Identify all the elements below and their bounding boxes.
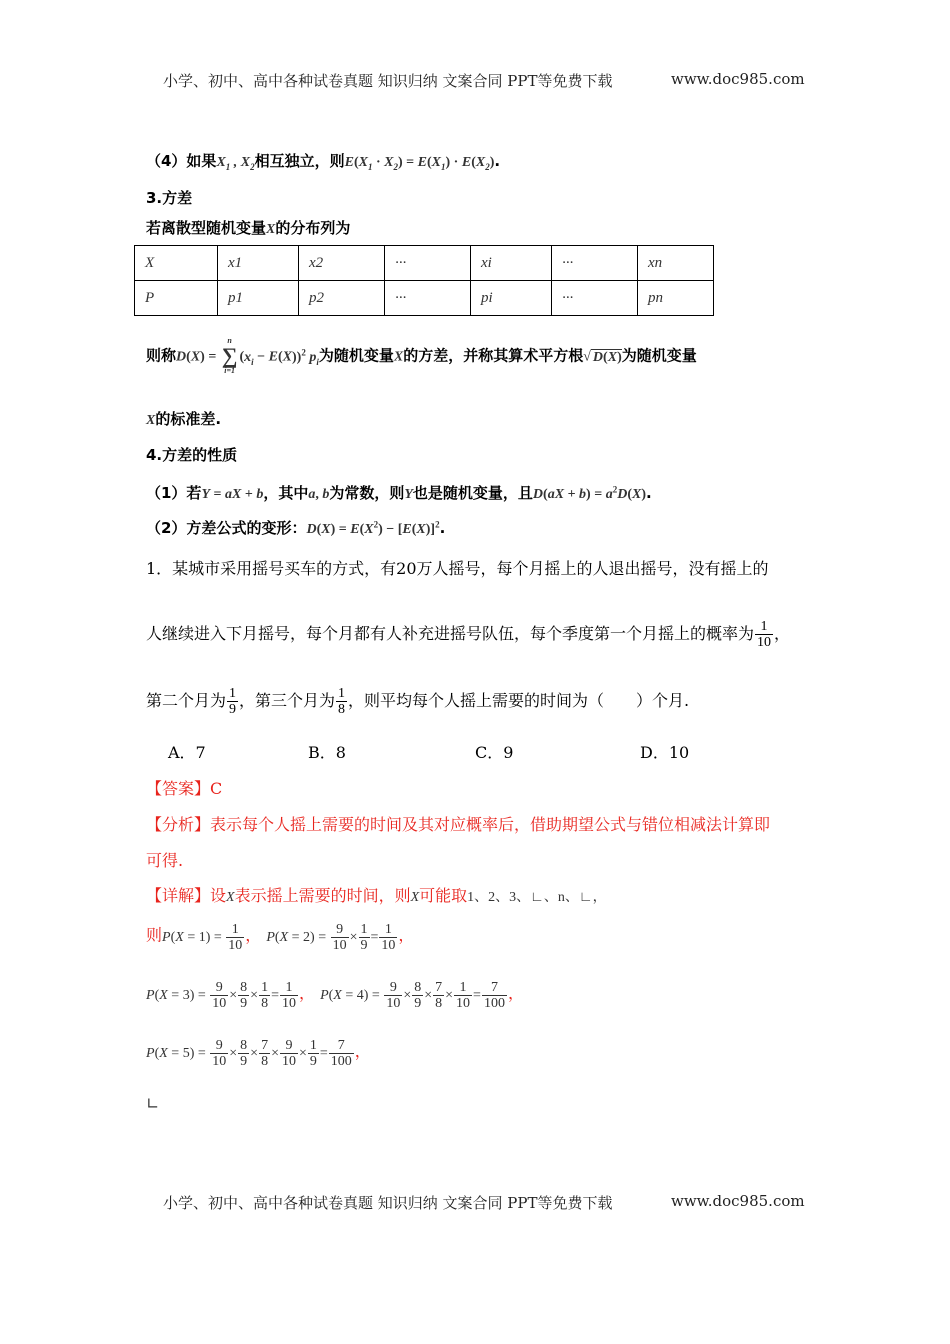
table-row [135, 246, 714, 281]
table-cell: pn [638, 281, 714, 316]
table-cell: ··· [552, 281, 638, 316]
detail-a: 【详解】设 [146, 886, 227, 905]
detail-line-3: P(X = 3) = $\frac{9}{10}$ × $\frac{8}{9}$ × $\frac{1}{8}$ = $\frac{1}{10}$ ， P(X = 4) = $\frac{9}{10}$ × $\frac{8}{9}$ × $\frac{7}{8}$ × $\frac{1}{10}$ = $\frac{7}{100}$ ， [146, 980, 524, 1011]
detail-c: 可能取 [419, 886, 468, 905]
prob-x-eq-1: P(X = 1) = $\frac{1}{10}$ [162, 922, 243, 953]
footer-text: 小学、初中、高中各种试卷真题 知识归纳 文案合同 PPT等免费下载 [163, 1194, 613, 1212]
table-cell: xn [638, 246, 714, 281]
variance-mid2: 的方差，并称其算术平方根 [403, 346, 584, 365]
prop4-prefix: （4）如果 [146, 152, 217, 170]
prop1-b: ，其中 [263, 484, 309, 502]
analysis-line-1: 【分析】表示每个人摇上需要的时间及其对应概率后，借助期望公式与错位相减法计算即 [146, 815, 771, 834]
prop4-end: . [494, 152, 501, 170]
detail-line-4: P(X = 5) = $\frac{9}{10}$ × $\frac{8}{9}$ × $\frac{7}{8}$ × $\frac{9}{10}$ × $\frac{1}{9}$ = $\frac{7}{100}$ ， [146, 1038, 371, 1069]
table-cell: pi [471, 281, 552, 316]
question-line-1: 1．某城市采用摇号买车的方式，有20万人摇号，每个月摇上的人退出摇号，没有摇上的 [146, 559, 769, 578]
prob-x-eq-4: P(X = 4) = $\frac{9}{10}$ × $\frac{8}{9}$ × $\frac{7}{8}$ × $\frac{1}{10}$ = $\frac{7}{100}$ [320, 980, 505, 1011]
table-cell: p2 [299, 281, 385, 316]
variance-line2: X的标准差. [146, 410, 222, 428]
distribution-table [134, 245, 714, 316]
intro-pre: 若离散型随机变量 [146, 219, 267, 237]
var-x: X [266, 222, 276, 237]
variance-definition: 则称D(X) = n ∑ i=1 $(x_i - E(X))^2$ $p_i$为随机变量X的方差，并称其算术平方根√ D(X)为随机变量 [146, 336, 697, 375]
answer-label: 【答案】C [146, 779, 223, 798]
fraction-1-8: $\frac{1}{8}$ [338, 686, 346, 717]
prop1-d: 也是随机变量，且 [412, 484, 533, 502]
footer-url[interactable]: www.doc985.com [671, 1192, 805, 1210]
property-1: （1）若Y = aX + b，其中a, b为常数，则Y也是随机变量，且$D(aX + b) = a^2D(X)$. [146, 484, 652, 502]
variance-pre: 则称 [146, 346, 177, 365]
table-cell: x1 [218, 246, 299, 281]
question-line-3 [146, 686, 689, 717]
fraction-1-10: $\frac{1}{10}$ [757, 619, 772, 650]
formula-expectation-product: E [344, 155, 354, 170]
q-line3-b: ，第三个月为 [239, 691, 336, 710]
variance-post: 为随机变量 [621, 346, 697, 365]
q-line3-a: 第二个月为 [146, 691, 227, 710]
option-a[interactable]: A．7 [168, 743, 206, 762]
prob-x-eq-5: P(X = 5) = $\frac{9}{10}$ × $\frac{8}{9}$ × $\frac{7}{8}$ × $\frac{9}{10}$ × $\frac{1}{9}$ = $\frac{7}{100}$ [146, 1038, 352, 1069]
table-row [135, 281, 714, 316]
detail-b: 表示摇上需要的时间，则 [234, 886, 411, 905]
option-c[interactable]: C．9 [475, 743, 514, 762]
prop1-e: . [646, 484, 652, 502]
detail-line-2: 则P(X = 1) = $\frac{1}{10}$ ， P(X = 2) = $\frac{9}{10}$ × $\frac{1}{9}$ = $\frac{1}{10}$ ， [146, 922, 415, 953]
formula-linear: Y [201, 487, 210, 502]
question-line-2: 人继续进入下月摇号，每个月都有人补充进摇号队伍，每个季度第一个月摇上的概率为 $\frac{1}{10}$ ， [146, 619, 791, 650]
detail-then: 则 [146, 925, 163, 945]
option-b[interactable]: B．8 [308, 743, 346, 762]
variance-formula: D [176, 349, 187, 365]
detail-ellipsis: ∟ [146, 1094, 160, 1113]
prop4-mid: 相互独立，则 [254, 152, 345, 170]
header-text: 小学、初中、高中各种试卷真题 知识归纳 文案合同 PPT等免费下载 [163, 72, 613, 90]
detail-values: 1、2、3、∟、n、∟， [467, 890, 607, 905]
property-4: （4）如果$X_1$ , $X_2$相互独立，则$E(X_1 \cdot X_2) = E(X_1) \cdot E(X_2)$. [146, 152, 501, 172]
table-cell: ··· [552, 246, 638, 281]
formula-x1-x2: $X_1$ , $X_2$ [216, 155, 255, 172]
header-url[interactable]: www.doc985.com [671, 70, 805, 88]
prop2-b: . [439, 519, 446, 537]
table-cell: X [135, 246, 218, 281]
detail-line-1: 【详解】设X表示摇上需要的时间，则X可能取1、2、3、∟、n、∟， [146, 886, 607, 905]
section-4-title: 4.方差的性质 [146, 446, 238, 464]
prop1-c: 为常数，则 [329, 484, 405, 502]
table-cell: x2 [299, 246, 385, 281]
table-cell: ··· [385, 246, 471, 281]
prob-x-eq-2: P(X = 2) = $\frac{9}{10}$ × $\frac{1}{9}$ = $\frac{1}{10}$ [266, 922, 396, 953]
fraction-1-9: $\frac{1}{9}$ [229, 686, 237, 717]
option-d[interactable]: D．10 [640, 743, 690, 762]
sum-symbol: n ∑ i=1 [221, 336, 238, 375]
property-2: （2）方差公式的变形：$D(X) = E(X^2) - [E(X)]^2$. [146, 519, 446, 537]
variance-mid: 为随机变量 [318, 346, 394, 365]
table-cell: xi [471, 246, 552, 281]
analysis-line-2: 可得. [146, 851, 184, 870]
question-line-2-text: 人继续进入下月摇号，每个月都有人补充进摇号队伍，每个季度第一个月摇上的概率为 [146, 624, 755, 643]
prob-x-eq-3: P(X = 3) = $\frac{9}{10}$ × $\frac{8}{9}$ × $\frac{1}{8}$ = $\frac{1}{10}$ [146, 980, 296, 1011]
table-cell: p1 [218, 281, 299, 316]
sqrt-formula: √ D(X) [583, 349, 622, 365]
section-3-intro [146, 217, 350, 238]
section-3-title: 3.方差 [146, 189, 193, 207]
std-dev-text: 的标准差. [155, 410, 222, 428]
table-cell: P [135, 281, 218, 316]
prop2-a: （2）方差公式的变形： [146, 519, 307, 537]
formula-variance-variant: D [306, 522, 317, 537]
intro-post: 的分布列为 [275, 219, 351, 237]
q-line3-c: ，则平均每个人摇上需要的时间为（ ）个月. [348, 691, 690, 710]
table-cell: ··· [385, 281, 471, 316]
prop1-a: （1）若 [146, 484, 202, 502]
